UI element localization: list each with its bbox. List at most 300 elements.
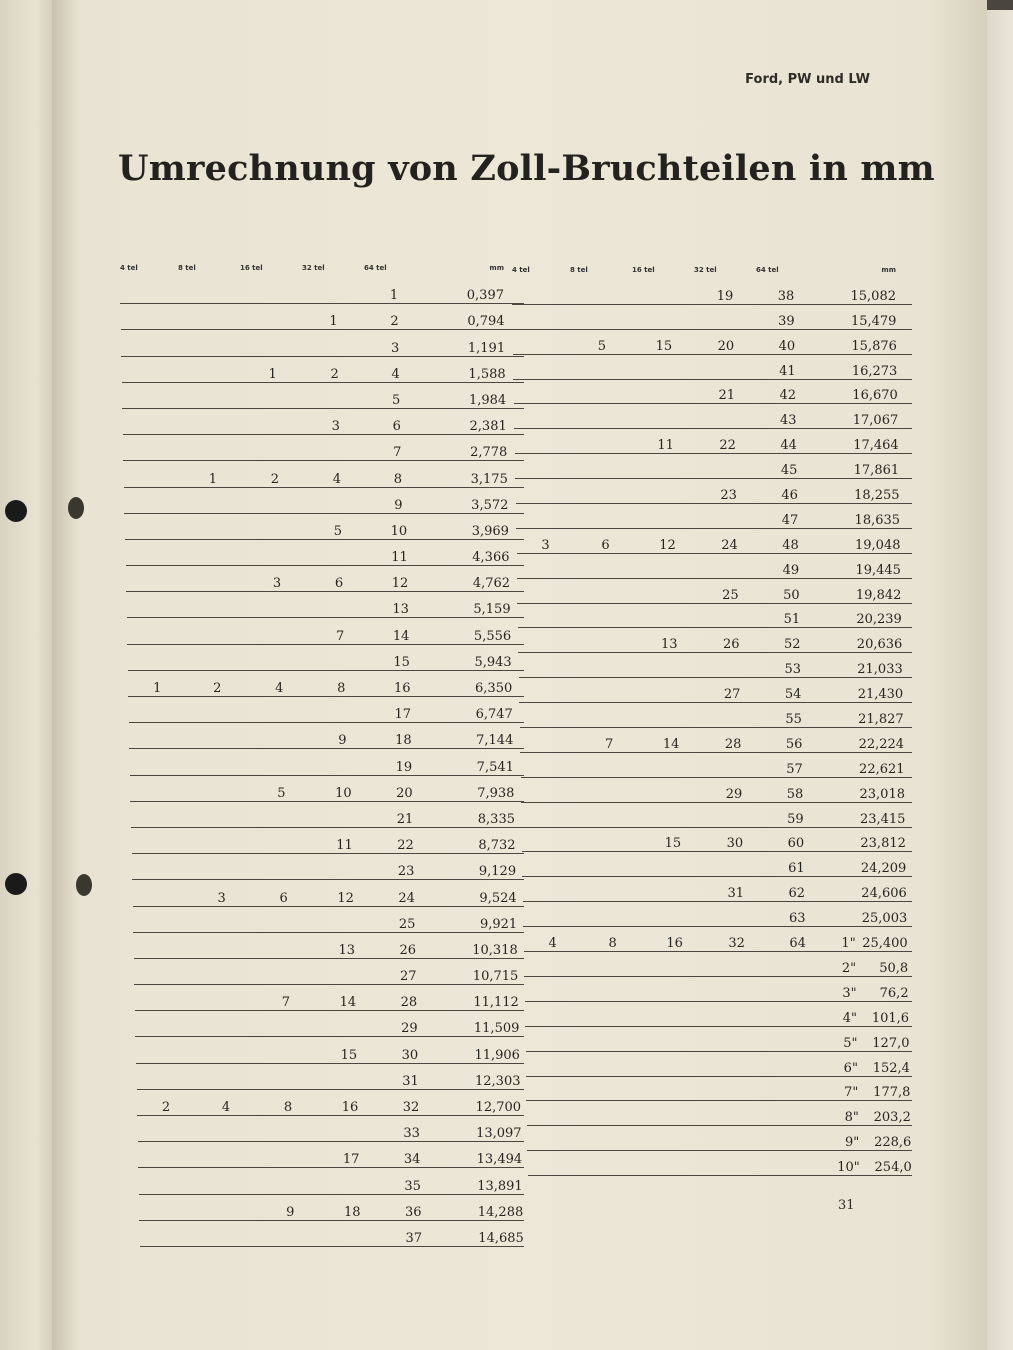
table-row [522, 852, 911, 877]
table-row [121, 330, 524, 356]
punch-hole [5, 500, 27, 522]
thirtysecond-cell: 23 [720, 488, 737, 504]
table-row [521, 803, 911, 828]
table-row [517, 529, 912, 554]
sixteenth-cell: 15 [655, 338, 673, 354]
column-header: 16 tel [240, 264, 263, 272]
table-row [137, 1064, 524, 1090]
mm-cell: 3,969 [471, 523, 509, 539]
mm-cell: 24,606 [861, 886, 907, 902]
table-row [520, 728, 912, 753]
mm-cell: 19,842 [855, 587, 902, 603]
mm-cell: 7,144 [476, 733, 514, 749]
table-row [127, 592, 524, 618]
sixteenth-cell: 16 [666, 936, 683, 952]
mm-cell: 20,239 [856, 612, 902, 628]
sixtyfourth-cell: 46 [781, 488, 798, 504]
sixtyfourth-cell: 49 [782, 562, 800, 578]
sixtyfourth-cell: 40 [778, 338, 796, 354]
table-row [133, 880, 524, 906]
sixtyfourth-cell: 12 [391, 576, 409, 592]
table-row [128, 671, 524, 697]
sixtyfourth-cell: 41 [779, 363, 796, 379]
table-row [524, 952, 912, 977]
table-row [122, 383, 524, 409]
mm-cell: 2,381 [469, 419, 507, 435]
sixteenth-cell: 14 [662, 736, 680, 752]
mm-cell: 18,635 [854, 512, 901, 528]
sixtyfourth-cell: 28 [400, 995, 418, 1011]
eighth-cell: 8 [608, 936, 617, 952]
mm-cell: 4,762 [472, 576, 511, 592]
table-row [121, 304, 524, 330]
mm-cell: 13,891 [477, 1178, 523, 1194]
mm-cell: 1,191 [467, 340, 506, 356]
table-row [124, 488, 523, 514]
thirtysecond-cell: 19 [716, 288, 734, 304]
sixtyfourth-cell: 14 [392, 628, 410, 644]
table-row [130, 749, 524, 775]
table-row [523, 877, 912, 902]
mm-cell: 76,2 [879, 985, 909, 1001]
sixtyfourth-cell: 5 [392, 392, 401, 408]
mm-cell: 23,415 [859, 811, 906, 827]
mm-cell: 21,033 [857, 662, 903, 678]
previous-page-edge [0, 0, 58, 1350]
column-header: 64 tel [364, 264, 387, 272]
mm-cell: 10,715 [472, 969, 519, 985]
sixtyfourth-cell: 26 [399, 942, 417, 958]
thirtysecond-cell: 26 [723, 637, 740, 653]
mm-cell: 25,003 [861, 911, 908, 927]
thirtysecond-cell: 14 [339, 995, 357, 1011]
conversion-table-right [512, 266, 912, 1176]
mm-cell: 23,812 [860, 836, 906, 852]
sixtyfourth-cell: 18 [395, 733, 412, 749]
mm-cell: 12,700 [475, 1100, 522, 1115]
thirtysecond-cell: 5 [333, 523, 343, 539]
table-row [136, 1037, 524, 1063]
mm-cell: 13,097 [476, 1126, 522, 1142]
thirtysecond-cell: 9 [338, 733, 347, 749]
mm-cell: 9,129 [478, 864, 517, 880]
sixteenth-cell: 4 [275, 681, 284, 696]
sixtyfourth-cell: 23 [397, 864, 415, 880]
mm-cell: 228,6 [874, 1135, 912, 1151]
sixtyfourth-cell: 43 [779, 413, 797, 429]
mm-cell: 254,0 [874, 1160, 912, 1176]
sixtyfourth-cell: 47 [781, 512, 799, 528]
page-punch-hole [76, 874, 92, 896]
inch-cell: 5" [843, 1035, 858, 1051]
mm-cell: 15,082 [850, 288, 896, 304]
sixtyfourth-cell: 17 [394, 707, 412, 723]
table-row [519, 678, 912, 703]
sixtyfourth-cell: 4 [391, 366, 400, 382]
sixtyfourth-cell: 63 [788, 911, 806, 927]
sixteenth-cell: 6 [279, 890, 288, 906]
thirtysecond-cell: 7 [336, 628, 345, 644]
column-header: 16 tel [632, 266, 655, 274]
table-row [135, 985, 524, 1011]
table-body-right [512, 280, 912, 1176]
sixteenth-cell: 5 [277, 785, 286, 801]
sixtyfourth-cell: 11 [391, 550, 408, 566]
mm-cell: 11,112 [473, 995, 519, 1011]
table-row [512, 280, 912, 305]
sixtyfourth-cell: 55 [785, 712, 802, 728]
sixtyfourth-cell: 16 [393, 681, 411, 696]
sixtyfourth-cell: 29 [401, 1021, 418, 1037]
table-row [521, 753, 912, 778]
mm-cell: 22,621 [859, 761, 905, 777]
eighth-cell: 7 [604, 736, 614, 752]
mm-cell: 17,464 [853, 438, 899, 454]
table-row [120, 278, 524, 304]
sixtyfourth-cell: 27 [400, 969, 417, 985]
thirtysecond-cell: 30 [726, 836, 744, 852]
thirtysecond-cell: 31 [727, 886, 745, 902]
sixtyfourth-cell: 7 [393, 445, 402, 461]
sixteenth-cell: 11 [657, 438, 674, 454]
inch-cell: 2" [841, 960, 857, 976]
thirtysecond-cell: 27 [723, 687, 741, 703]
mm-cell: 21,827 [858, 712, 904, 728]
column-header-spacer [816, 266, 844, 280]
table-row [528, 1151, 912, 1176]
sixtyfourth-cell: 39 [778, 313, 795, 329]
table-row [518, 628, 911, 653]
table-row [134, 959, 524, 985]
mm-cell: 8,335 [477, 811, 515, 827]
mm-cell: 152,4 [872, 1060, 910, 1076]
mm-cell: 4,366 [472, 550, 510, 566]
table-row [124, 461, 524, 487]
mm-cell: 20,636 [856, 637, 903, 653]
thirtysecond-cell: 17 [342, 1152, 360, 1168]
column-header: 4 tel [512, 266, 530, 274]
column-header: mm [489, 264, 504, 272]
table-header-left [120, 264, 524, 278]
sixtyfourth-cell: 19 [395, 759, 413, 775]
table-row [132, 854, 524, 880]
thirtysecond-cell: 6 [334, 576, 344, 592]
table-row [123, 435, 524, 461]
table-row [519, 653, 912, 678]
thirtysecond-cell: 25 [722, 587, 739, 603]
sixtyfourth-cell: 20 [396, 785, 413, 801]
sixtyfourth-cell: 62 [788, 886, 806, 902]
table-row [517, 554, 912, 579]
table-row [524, 927, 912, 952]
sixtyfourth-cell: 60 [787, 836, 805, 852]
thirtysecond-cell: 10 [335, 785, 352, 801]
quarter-cell: 3 [541, 537, 550, 553]
thirtysecond-cell: 18 [343, 1204, 361, 1220]
table-row [525, 1002, 912, 1027]
sixtyfourth-cell: 36 [404, 1204, 422, 1220]
sixtyfourth-cell: 30 [401, 1047, 419, 1063]
table-row [127, 618, 524, 644]
table-row [131, 802, 524, 828]
mm-cell: 17,861 [853, 463, 900, 479]
column-header: 32 tel [302, 264, 325, 272]
thirtysecond-cell: 21 [718, 388, 736, 404]
mm-cell: 7,541 [476, 759, 514, 775]
sixtyfourth-cell: 6 [392, 419, 401, 435]
table-row [512, 305, 911, 330]
table-row [129, 723, 523, 749]
inch-cell: 1" [841, 936, 856, 952]
sixteenth-cell: 1 [268, 366, 277, 382]
mm-cell: 15,479 [850, 313, 897, 329]
thirtysecond-cell: 24 [721, 537, 738, 553]
thirtysecond-cell: 29 [725, 786, 743, 802]
sixtyfourth-cell: 31 [402, 1073, 419, 1089]
thirtysecond-cell: 16 [341, 1100, 359, 1115]
thirtysecond-cell: 32 [728, 936, 745, 952]
table-row [139, 1195, 524, 1221]
eighth-cell: 2 [213, 681, 222, 696]
eighth-cell: 3 [217, 890, 226, 906]
mm-cell: 25,400 [862, 936, 908, 952]
mm-cell: 9,524 [479, 890, 517, 906]
table-row [140, 1221, 524, 1247]
inch-cell: 10" [837, 1160, 860, 1176]
table-row [130, 776, 523, 802]
mm-cell: 18,255 [854, 488, 900, 504]
sixtyfourth-cell: 24 [398, 890, 415, 906]
mm-cell: 50,8 [879, 960, 909, 976]
table-header-right [512, 266, 912, 280]
mm-cell: 2,778 [470, 445, 508, 461]
thirtysecond-cell: 11 [336, 838, 353, 854]
mm-cell: 14,288 [477, 1204, 524, 1220]
sixtyfourth-cell: 25 [398, 916, 416, 932]
quarter-cell: 4 [548, 936, 557, 952]
table-row [134, 933, 524, 959]
sixteenth-cell: 8 [283, 1100, 293, 1115]
mm-cell: 203,2 [873, 1110, 911, 1126]
mm-cell: 19,445 [855, 562, 901, 578]
sixtyfourth-cell: 13 [392, 602, 409, 618]
mm-cell: 6,747 [475, 707, 513, 723]
eighth-cell: 5 [597, 338, 607, 354]
table-row [514, 380, 912, 405]
sixteenth-cell: 13 [661, 637, 678, 653]
sixtyfourth-cell: 22 [397, 838, 414, 854]
sixtyfourth-cell: 58 [786, 786, 804, 802]
sixtyfourth-cell: 10 [390, 523, 408, 539]
table-row [514, 404, 912, 429]
mm-cell: 23,018 [859, 786, 905, 802]
table-row [513, 355, 911, 380]
table-row [138, 1142, 524, 1168]
mm-cell: 3,572 [471, 497, 509, 513]
sixteenth-cell: 12 [659, 537, 676, 553]
mm-cell: 21,430 [857, 687, 904, 703]
page-punch-hole [68, 497, 84, 519]
sixtyfourth-cell: 15 [393, 654, 410, 670]
mm-cell: 11,906 [474, 1047, 520, 1063]
table-row [527, 1126, 911, 1151]
table-row [517, 579, 911, 604]
table-row [129, 697, 524, 723]
column-header: 8 tel [178, 264, 196, 272]
inch-cell: 8" [844, 1110, 859, 1126]
conversion-table-left [120, 264, 524, 1247]
thirtysecond-cell: 20 [717, 338, 735, 354]
mm-cell: 0,794 [467, 314, 505, 330]
table-row [516, 504, 912, 529]
table-row [516, 479, 912, 504]
table-row [132, 828, 524, 854]
table-row [525, 977, 912, 1002]
table-row [123, 409, 524, 435]
sixtyfourth-cell: 32 [402, 1100, 420, 1115]
thirtysecond-cell: 8 [337, 681, 346, 696]
sixteenth-cell: 2 [270, 471, 279, 487]
mm-cell: 17,067 [852, 413, 899, 429]
sixtyfourth-cell: 1 [389, 288, 399, 304]
eighth-cell: 1 [208, 471, 217, 487]
thirtysecond-cell: 2 [330, 366, 339, 382]
thirtysecond-cell: 1 [329, 314, 338, 330]
sixtyfourth-cell: 37 [405, 1230, 423, 1246]
table-row [518, 604, 912, 629]
page-title: Umrechnung von Zoll-Bruchteilen in mm [118, 148, 935, 189]
table-row [126, 566, 524, 592]
thirtysecond-cell: 28 [724, 736, 742, 752]
eighth-cell: 4 [221, 1100, 231, 1115]
table-row [515, 429, 912, 454]
inch-cell: 3" [842, 985, 857, 1001]
table-row [133, 907, 524, 933]
mm-cell: 5,943 [474, 654, 512, 670]
mm-cell: 11,509 [473, 1021, 520, 1037]
mm-cell: 12,303 [475, 1073, 521, 1089]
mm-cell: 10,318 [472, 942, 518, 958]
table-row [137, 1090, 524, 1116]
mm-cell: 5,556 [473, 628, 512, 644]
mm-cell: 24,209 [860, 861, 907, 877]
table-row [522, 828, 912, 853]
table-row [520, 703, 912, 728]
sixtyfourth-cell: 48 [782, 537, 799, 553]
sixtyfourth-cell: 38 [777, 288, 795, 304]
mm-cell: 177,8 [873, 1085, 911, 1101]
sixteenth-cell: 7 [281, 995, 290, 1011]
mm-cell: 0,397 [466, 288, 504, 304]
table-row [122, 357, 524, 383]
mm-cell: 16,670 [852, 388, 898, 404]
table-row [138, 1116, 524, 1142]
sixteenth-cell: 15 [664, 836, 682, 852]
inch-cell: 4" [842, 1010, 858, 1026]
sixtyfourth-cell: 56 [785, 736, 803, 752]
mm-cell: 14,685 [478, 1230, 524, 1246]
column-header: 32 tel [694, 266, 717, 274]
mm-cell: 1,588 [468, 366, 506, 382]
thirtysecond-cell: 3 [331, 419, 340, 435]
sixteenth-cell: 3 [272, 576, 282, 592]
table-row [139, 1168, 524, 1194]
punch-hole [5, 873, 27, 895]
mm-cell: 9,921 [479, 916, 518, 932]
sixtyfourth-cell: 8 [393, 471, 402, 487]
table-row [128, 645, 524, 671]
table-row [515, 454, 912, 479]
table-row [526, 1027, 912, 1052]
table-row [126, 540, 524, 566]
mm-cell: 6,350 [475, 681, 513, 696]
sixtyfourth-cell: 61 [788, 861, 805, 877]
eighth-cell: 6 [601, 537, 610, 553]
sixteenth-cell: 9 [286, 1204, 295, 1220]
inch-cell: 6" [843, 1060, 858, 1076]
sixtyfourth-cell: 59 [787, 811, 804, 827]
sixtyfourth-cell: 54 [784, 687, 802, 703]
table-row [521, 778, 912, 803]
table-row [513, 330, 912, 355]
sixtyfourth-cell: 50 [783, 587, 800, 603]
sixtyfourth-cell: 64 [789, 936, 806, 952]
table-row [526, 1052, 912, 1077]
mm-cell: 22,224 [858, 736, 905, 752]
column-header: 4 tel [120, 264, 138, 272]
mm-cell: 15,876 [851, 338, 897, 354]
mm-cell: 8,732 [478, 838, 516, 854]
mm-cell: 19,048 [855, 537, 901, 553]
thirtysecond-cell: 12 [337, 890, 354, 906]
mm-cell: 1,984 [468, 392, 507, 408]
sixtyfourth-cell: 44 [780, 438, 797, 454]
page-number: 31 [838, 1198, 855, 1213]
column-header: mm [881, 266, 896, 274]
column-header: 64 tel [756, 266, 779, 274]
thirtysecond-cell: 15 [340, 1047, 358, 1063]
mm-cell: 3,175 [470, 471, 508, 487]
sixtyfourth-cell: 35 [404, 1178, 421, 1194]
sixtyfourth-cell: 2 [390, 314, 399, 330]
sixtyfourth-cell: 57 [786, 761, 803, 777]
table-row [135, 1011, 523, 1037]
table-row [523, 902, 912, 927]
mm-cell: 7,938 [477, 785, 515, 801]
table-body-left [120, 278, 524, 1247]
table-row [526, 1077, 911, 1102]
thirtysecond-cell: 22 [719, 438, 736, 454]
mm-cell: 5,159 [473, 602, 511, 618]
mm-cell: 101,6 [871, 1010, 910, 1026]
thirtysecond-cell: 4 [332, 471, 341, 487]
sixtyfourth-cell: 33 [403, 1126, 420, 1142]
sixtyfourth-cell: 52 [784, 637, 801, 653]
running-header: Ford, PW und LW [745, 72, 870, 87]
sixtyfourth-cell: 42 [779, 388, 797, 404]
sixtyfourth-cell: 34 [403, 1152, 421, 1168]
sixtyfourth-cell: 53 [784, 662, 802, 678]
inch-cell: 7" [844, 1085, 859, 1101]
sixtyfourth-cell: 21 [396, 811, 414, 827]
sixtyfourth-cell: 51 [783, 612, 801, 628]
mm-cell: 13,494 [476, 1152, 523, 1168]
inch-cell: 9" [845, 1135, 860, 1151]
column-header: 8 tel [570, 266, 588, 274]
table-row [125, 514, 524, 540]
quarter-cell: 1 [153, 681, 162, 696]
table-row [527, 1101, 912, 1126]
